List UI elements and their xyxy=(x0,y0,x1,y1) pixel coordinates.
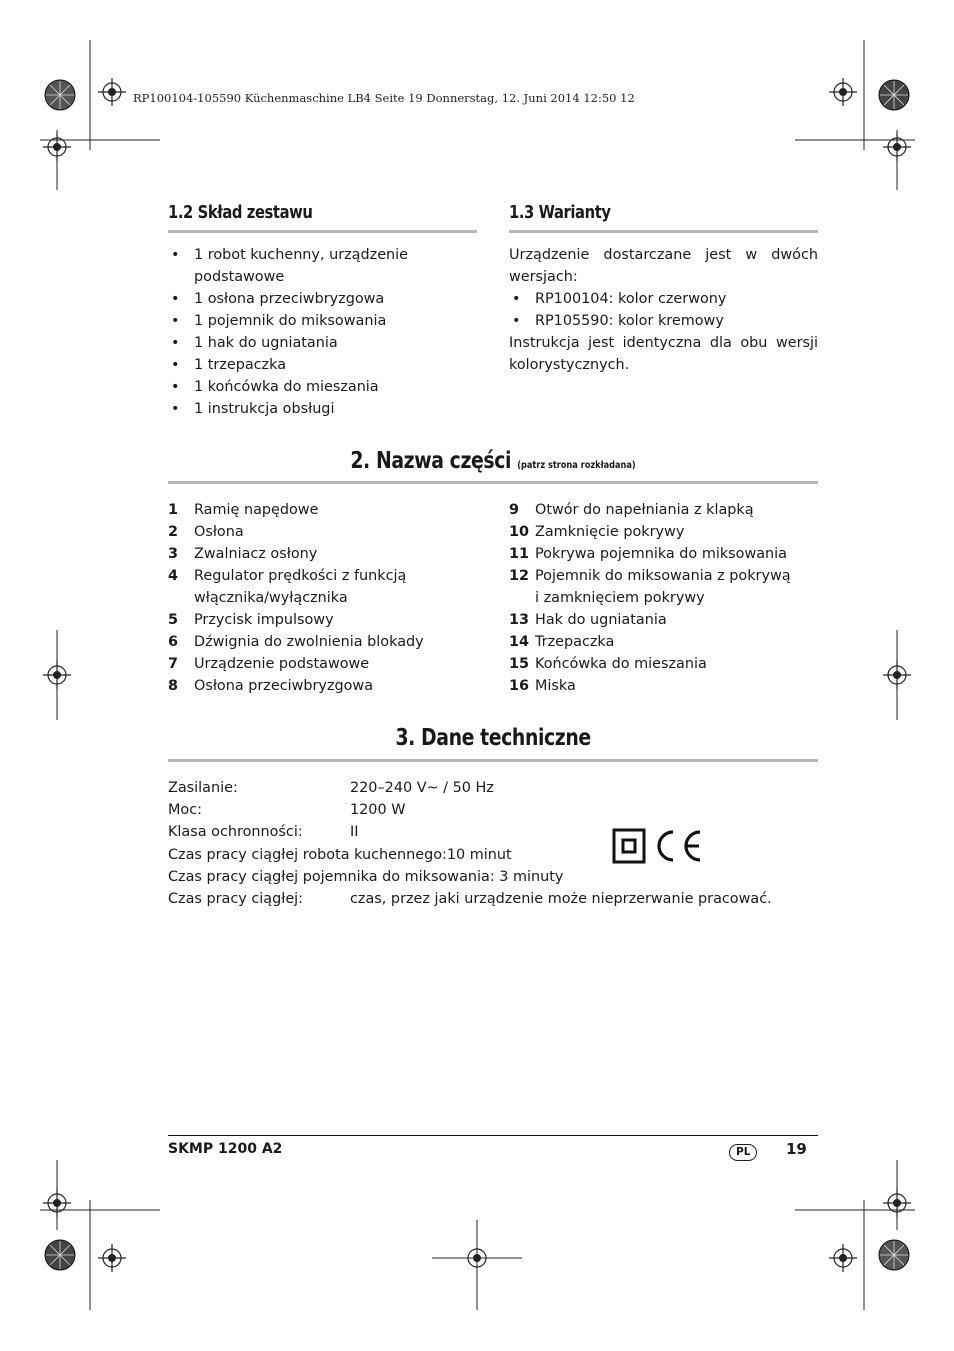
tech-row-robot-duty: Czas pracy ciągłej robota kuchennego:10 minut xyxy=(168,847,512,863)
list-item: 12 Pojemnik do miksowania z pokrywą i zamknięciem pokrywy xyxy=(509,568,791,606)
section-2-heading xyxy=(168,448,818,474)
section-3-heading xyxy=(168,725,818,751)
list-item: • 1 instrukcja obsługi xyxy=(168,398,468,420)
list-item: • RP100104: kolor czerwony xyxy=(509,288,818,310)
tech-row-power: Moc: 1200 W xyxy=(168,802,406,818)
section-1-2-title: 1.2 Skład zestawu xyxy=(168,202,313,223)
language-badge: PL xyxy=(729,1144,757,1161)
page-number: 19 xyxy=(786,1140,807,1158)
variants-intro: Urządzenie dostarczane jest w dwóch wersjach: xyxy=(509,247,818,285)
list-item: 14 Trzepaczka xyxy=(509,634,615,650)
list-item: • 1 osłona przeciwbryzgowa xyxy=(168,288,468,310)
list-item: 13 Hak do ugniatania xyxy=(509,612,667,628)
section-3-rule xyxy=(168,759,818,762)
footer-rule xyxy=(168,1135,818,1136)
parts-list-right xyxy=(509,499,809,697)
list-item: • 1 pojemnik do miksowania xyxy=(168,310,468,332)
variants-outro: Instrukcja jest identyczna dla obu wersji kolorystycznych. xyxy=(509,335,818,373)
list-item: 8 Osłona przeciwbryzgowa xyxy=(168,678,374,694)
list-item: • 1 hak do ugniatania xyxy=(168,332,468,354)
list-item: • RP105590: kolor kremowy xyxy=(509,310,818,332)
list-item: • 1 robot kuchenny, urządzenie podstawowe xyxy=(168,244,468,288)
list-item: 3 Zwalniacz osłony xyxy=(168,546,318,562)
tech-row-mixer-duty: Czas pracy ciągłej pojemnika do miksowania: 3 minuty xyxy=(168,869,564,885)
list-item: 5 Przycisk impulsowy xyxy=(168,612,334,628)
list-item: 15 Końcówka do mieszania xyxy=(509,656,707,672)
list-item: 11 Pokrywa pojemnika do miksowania xyxy=(509,546,787,562)
footer-model: SKMP 1200 A2 xyxy=(168,1141,283,1157)
section-2-title: 2. Nazwa części xyxy=(350,448,512,474)
list-item: • 1 trzepaczka xyxy=(168,354,468,376)
variants-block xyxy=(509,244,818,376)
ce-mark-icon xyxy=(654,828,706,864)
tech-row-duty-definition: Czas pracy ciągłej: czas, przez jaki urządzenie może nieprzerwanie pracować. xyxy=(168,891,772,907)
tech-row-protection-class: Klasa ochronności: II xyxy=(168,824,359,840)
list-item: 10 Zamknięcie pokrywy xyxy=(509,524,685,540)
parts-list-left xyxy=(168,499,468,697)
section-2-rule xyxy=(168,481,818,484)
list-item: 6 Dźwignia do zwolnienia blokady xyxy=(168,634,424,650)
contents-list xyxy=(168,244,468,420)
print-header: RP100104-105590 Küchenmaschine LB4 Seite 19 Donnerstag, 12. Juni 2014 12:50 12 xyxy=(133,91,635,105)
list-item: • 1 końcówka do mieszania xyxy=(168,376,468,398)
tech-row-power-supply: Zasilanie: 220–240 V~ / 50 Hz xyxy=(168,780,494,796)
section-1-2-rule xyxy=(168,230,477,233)
list-item: 1 Ramię napędowe xyxy=(168,502,319,518)
section-2-subtitle: (patrz strona rozkładana) xyxy=(517,460,636,471)
list-item: 2 Osłona xyxy=(168,524,244,540)
list-item: 7 Urządzenie podstawowe xyxy=(168,656,370,672)
list-item: 9 Otwór do napełniania z klapką xyxy=(509,502,754,518)
section-1-3-rule xyxy=(509,230,818,233)
list-item: 16 Miska xyxy=(509,678,576,694)
section-1-3-title: 1.3 Warianty xyxy=(509,202,611,223)
section-3-title: 3. Dane techniczne xyxy=(395,725,591,751)
list-item: 4 Regulator prędkości z funkcją włącznika/wyłącznika xyxy=(168,568,407,606)
